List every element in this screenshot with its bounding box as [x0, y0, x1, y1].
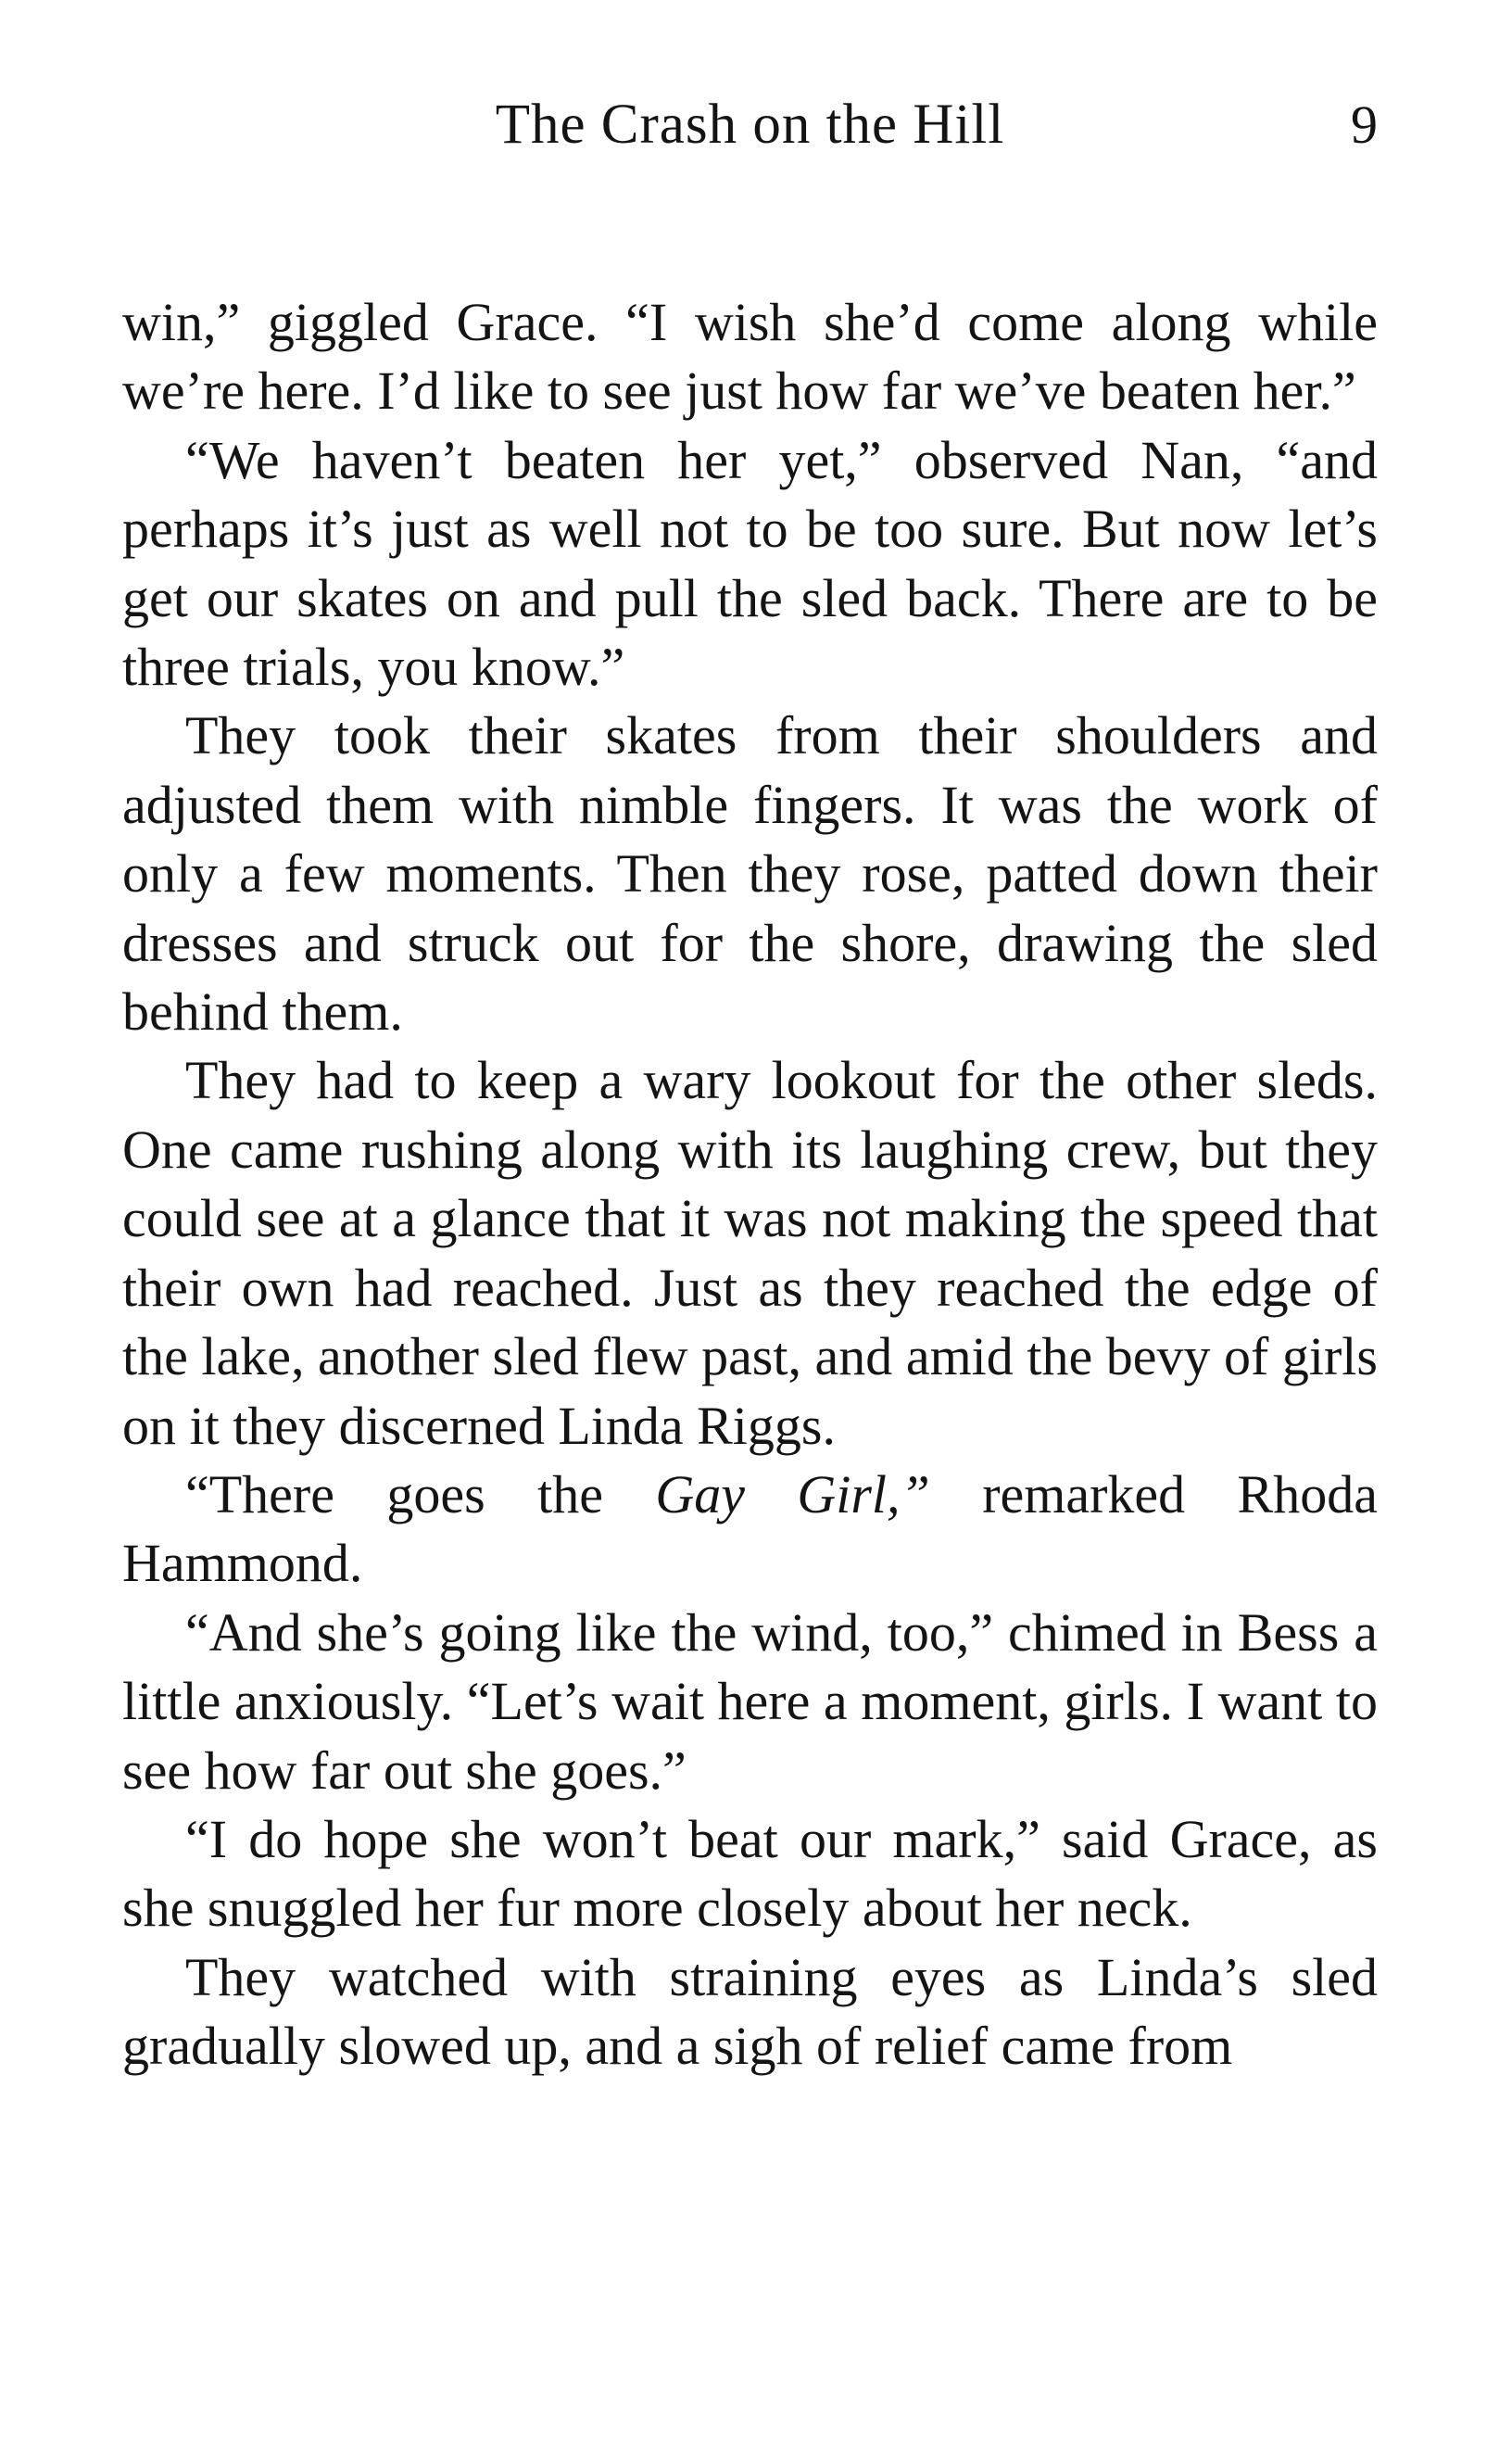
- page-number: 9: [1351, 95, 1378, 155]
- paragraph-4: They had to keep a wary lookout for the other sleds. One came rushing along with its laughing crew, but they could see at a glance that it was not making the speed that their own had reached. Just as they reached the edge of the lake, another sled flew past, and amid the bevy of girls on it they discerned Linda Riggs.: [122, 1050, 1378, 1456]
- paragraph-5: [122, 1461, 1378, 1599]
- paragraph-3: They took their skates from their shoulders and adjusted them with nimble fingers. It was the work of only a few moments. Then they rose, patted down their dresses and struck out for the shore, drawing the sled behind them.: [122, 705, 1378, 1043]
- paragraph-5-before: “There goes the: [185, 1463, 656, 1524]
- running-head: [122, 88, 1378, 162]
- book-page: [122, 88, 1378, 2081]
- paragraph-2: “We haven’t beaten her yet,” observed Nan, “and perhaps it’s just as well not to be too sure. But now let’s get our skates on and pull the sled back. There are to be three trials, you know.”: [122, 429, 1378, 698]
- chapter-title: The Crash on the Hill: [495, 94, 1005, 156]
- paragraph-7: “I do hope she won’t beat our mark,” said Grace, as she snuggled her fur more closely about her neck.: [122, 1808, 1378, 1939]
- sled-name: Gay Girl,”: [655, 1463, 930, 1524]
- paragraph-1: win,” giggled Grace. “I wish she’d come along while we’re here. I’d like to see just how far we’ve beaten her.”: [122, 292, 1378, 422]
- paragraph-6: “And she’s going like the wind, too,” chimed in Bess a little anxiously. “Let’s wait here a moment, girls. I want to see how far out she goes.”: [122, 1601, 1378, 1801]
- paragraph-5-after: remarked Rhoda Hammond.: [122, 1463, 1378, 1594]
- paragraph-8: They watched with straining eyes as Linda’s sled gradually slowed up, and a sigh of relief came from: [122, 1946, 1378, 2077]
- body-text: [122, 288, 1378, 2081]
